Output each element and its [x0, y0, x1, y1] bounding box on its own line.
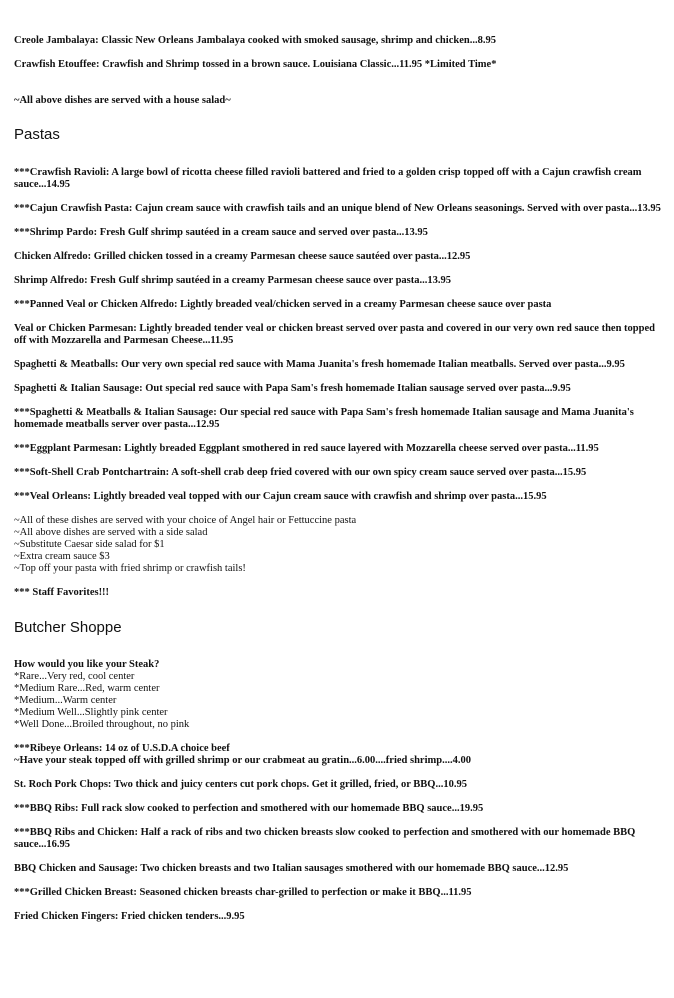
menu-item-cajun-crawfish-pasta: ***Cajun Crawfish Pasta: Cajun cream sauce with crawfish tails and an unique blend of New Orleans seasonings. Served with over pasta...13.95	[14, 203, 661, 214]
ribeye-addon: ~Have your steak topped off with grilled shrimp or our crabmeat au gratin...6.00....fried shrimp....4.00	[14, 755, 471, 766]
house-salad-note: ~All above dishes are served with a house salad~	[14, 95, 231, 106]
menu-item-fried-chicken-fingers: Fried Chicken Fingers: Fried chicken tenders...9.95	[14, 911, 245, 922]
steak-level: *Medium...Warm center	[14, 695, 117, 706]
menu-item-soft-shell-crab: ***Soft-Shell Crab Pontchartrain: A soft-shell crab deep fried covered with our own spicy cream sauce served over pasta...15.95	[14, 467, 587, 478]
menu-item-st-roch-pork-chops: St. Roch Pork Chops: Two thick and juicy centers cut pork chops. Get it grilled, fried, or BBQ...10.95	[14, 779, 467, 790]
section-heading-butcher-shoppe: Butcher Shoppe	[14, 619, 122, 636]
menu-item-spaghetti-meatballs: Spaghetti & Meatballs: Our very own special red sauce with Mama Juanita's fresh homemade Italian meatballs. Served over pasta...9.95	[14, 359, 625, 370]
pasta-note: ~All above dishes are served with a side salad	[14, 527, 208, 538]
pasta-note: ~Extra cream sauce $3	[14, 551, 110, 562]
pasta-note: ~All of these dishes are served with your choice of Angel hair or Fettuccine pasta	[14, 515, 357, 526]
section-heading-pastas: Pastas	[14, 126, 60, 143]
menu-item-text: Creole Jambalaya: Classic New Orleans Jambalaya cooked with smoked sausage, shrimp and chicken...8.95	[14, 35, 496, 46]
staff-favorites-note: *** Staff Favorites!!!	[14, 587, 110, 598]
steak-doneness-guide	[14, 659, 664, 731]
pasta-note: ~Substitute Caesar side salad for $1	[14, 539, 165, 550]
menu-item-eggplant-parmesan: ***Eggplant Parmesan: Lightly breaded Eggplant smothered in red sauce layered with Mozzarella cheese served over pasta...11.95	[14, 443, 599, 454]
steak-question: How would you like your Steak?	[14, 659, 160, 670]
menu-item-crawfish-ravioli: ***Crawfish Ravioli: A large bowl of ricotta cheese filled ravioli battered and fried to a golden crisp topped off with a Cajun crawfish cream sauce...14.95	[14, 167, 642, 190]
menu-item-shrimp-alfredo: Shrimp Alfredo: Fresh Gulf shrimp sautéed in a creamy Parmesan cheese sauce over pasta...13.95	[14, 275, 451, 286]
steak-level: *Rare...Very red, cool center	[14, 671, 135, 682]
menu-item-chicken-alfredo: Chicken Alfredo: Grilled chicken tossed in a creamy Parmesan cheese sauce sautéed over pasta...12.95	[14, 251, 471, 262]
menu-item-veal-orleans: ***Veal Orleans: Lightly breaded veal topped with our Cajun cream sauce with crawfish and shrimp over pasta...15.95	[14, 491, 547, 502]
menu-item-veal-chicken-parmesan: Veal or Chicken Parmesan: Lightly breaded tender veal or chicken breast served over pasta and covered in our very own red sauce then topped off with Mozzarella and Parmesan Cheese...11.95	[14, 323, 655, 346]
menu-item-spaghetti-sausage: Spaghetti & Italian Sausage: Out special red sauce with Papa Sam's fresh homemade Italian sausage served over pasta...9.95	[14, 383, 571, 394]
steak-level: *Medium Well...Slightly pink center	[14, 707, 168, 718]
menu-item-panned-veal-alfredo: ***Panned Veal or Chicken Alfredo: Lightly breaded veal/chicken served in a creamy Parmesan cheese sauce over pasta	[14, 299, 552, 310]
menu-item-bbq-ribs: ***BBQ Ribs: Full rack slow cooked to perfection and smothered with our homemade BBQ sauce...19.95	[14, 803, 484, 814]
menu-item-creole-jambalaya	[14, 35, 664, 47]
pasta-notes	[14, 515, 664, 575]
menu-item-bbq-chicken-sausage: BBQ Chicken and Sausage: Two chicken breasts and two Italian sausages smothered with our homemade BBQ sauce...12.95	[14, 863, 569, 874]
menu-item-text: Crawfish Etouffee: Crawfish and Shrimp tossed in a brown sauce. Louisiana Classic...11.95 *Limited Time*	[14, 59, 497, 70]
menu-item-crawfish-etouffee	[14, 59, 664, 71]
menu-item-bbq-ribs-chicken: ***BBQ Ribs and Chicken: Half a rack of ribs and two chicken breasts slow cooked to perfection and smothered with our homemade BBQ sauce...16.95	[14, 827, 636, 850]
steak-level: *Medium Rare...Red, warm center	[14, 683, 160, 694]
pasta-note: ~Top off your pasta with fried shrimp or crawfish tails!	[14, 563, 246, 574]
menu-item-spaghetti-meatballs-sausage: ***Spaghetti & Meatballs & Italian Sausage: Our special red sauce with Papa Sam's fresh homemade Italian sausage and Mama Juanita's homemade meatballs server over pasta...12.95	[14, 407, 634, 430]
menu-item-grilled-chicken-breast: ***Grilled Chicken Breast: Seasoned chicken breasts char-grilled to perfection or make it BBQ...11.95	[14, 887, 472, 898]
menu-item-shrimp-pardo: ***Shrimp Pardo: Fresh Gulf shrimp sautéed in a cream sauce and served over pasta...13.95	[14, 227, 428, 238]
steak-level: *Well Done...Broiled throughout, no pink	[14, 719, 190, 730]
menu-item-ribeye-orleans: ***Ribeye Orleans: 14 oz of U.S.D.A choice beef ~Have your steak topped off with grilled shrimp or our crabmeat au gratin...6.00....fried shrimp....4.00	[14, 743, 664, 767]
